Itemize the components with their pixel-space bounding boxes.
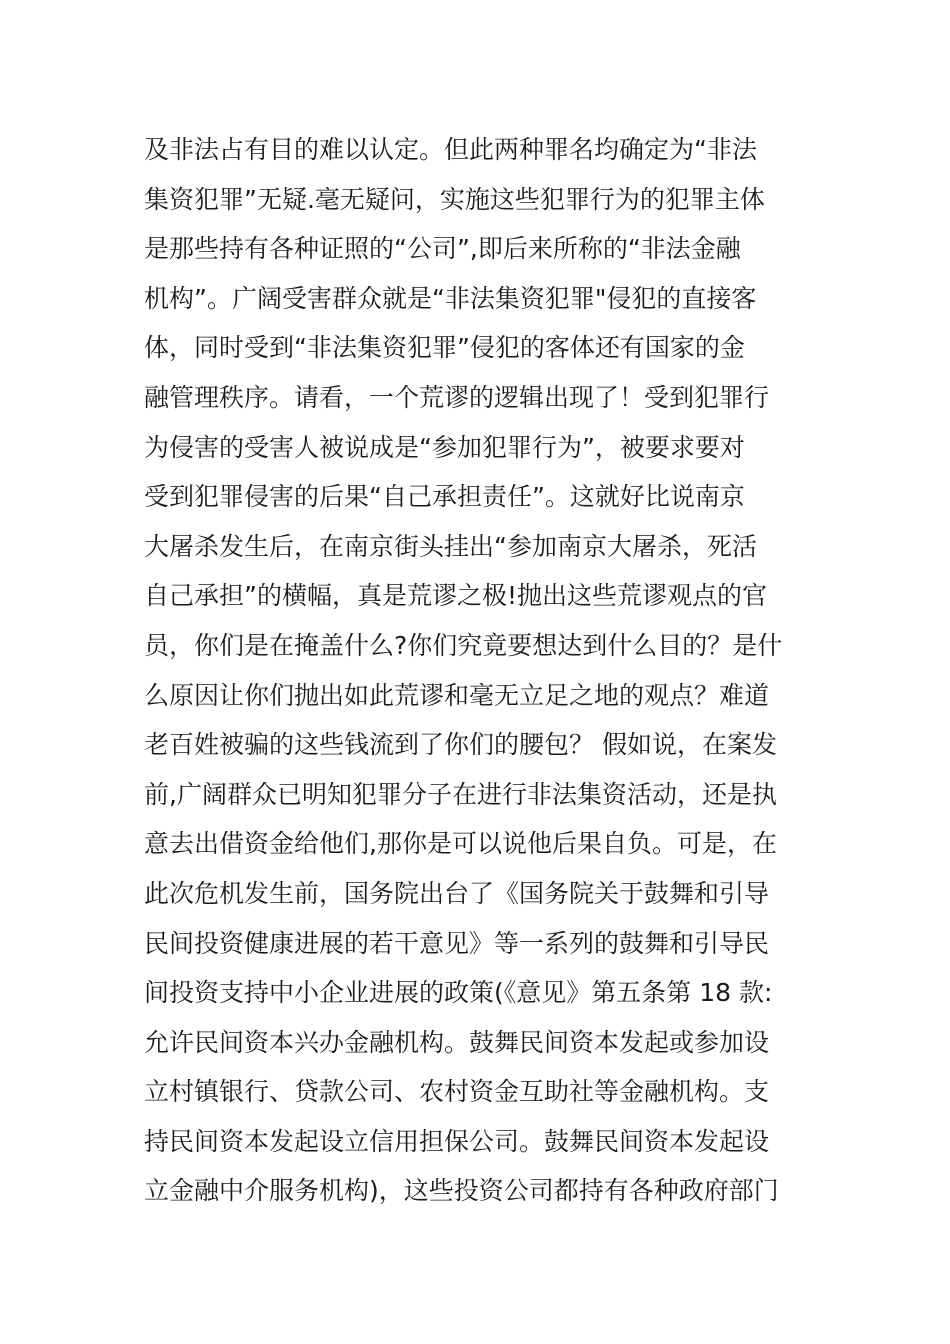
body-text: [144, 125, 824, 1216]
text-line: 民间投资健康进展的若干意见》等一系列的鼓舞和引导民: [144, 928, 770, 958]
text-line: 么原因让你们抛出如此荒谬和毫无立足之地的观点？难道: [144, 680, 770, 710]
text-line: 间投资支持中小企业进展的政策(《意见》第五条第 18 款:: [144, 978, 773, 1008]
text-line: 此次危机发生前，国务院出台了《国务院关于鼓舞和引导: [144, 878, 770, 908]
text-line: 受到犯罪侵害的后果“自己承担责任”。这就好比说南京: [144, 482, 745, 512]
text-line: 集资犯罪”无疑.毫无疑问，实施这些犯罪行为的犯罪主体: [144, 184, 765, 214]
text-line: 是那些持有各种证照的“公司”,即后来所称的“非法金融: [144, 234, 741, 264]
text-line: 老百姓被骗的这些钱流到了你们的腰包？ 假如说，在案发: [144, 730, 777, 760]
text-line: 员，你们是在掩盖什么?你们究竟要想达到什么目的？是什: [144, 630, 783, 660]
text-line: 意去出借资金给他们,那你是可以说他后果自负。可是，在: [144, 829, 777, 859]
text-line: 大屠杀发生后，在南京街头挂出“参加南京大屠杀，死活: [144, 531, 757, 561]
text-line: 为侵害的受害人被说成是“参加犯罪行为”，被要求要对: [144, 432, 745, 462]
text-line: 机构”。广阔受害群众就是“非法集资犯罪"侵犯的直接客: [144, 283, 757, 313]
text-line: 自己承担”的横幅，真是荒谬之极!抛出这些荒谬观点的官: [144, 581, 767, 611]
text-line: 允许民间资本兴办金融机构。鼓舞民间资本发起或参加设: [144, 1027, 770, 1057]
text-line: 融管理秩序。请看，一个荒谬的逻辑出现了！受到犯罪行: [144, 382, 770, 412]
text-line: 及非法占有目的难以认定。但此两种罪名均确定为“非法: [144, 135, 757, 164]
text-line: 持民间资本发起设立信用担保公司。鼓舞民间资本发起设: [144, 1126, 770, 1156]
text-line: 体，同时受到“非法集资犯罪”侵犯的客体还有国家的金: [144, 333, 745, 363]
text-line: 立村镇银行、贷款公司、农村资金互助社等金融机构。支: [144, 1077, 770, 1107]
text-line: 前,广阔群众已明知犯罪分子在进行非法集资活动，还是执: [144, 779, 777, 809]
text-line: 立金融中介服务机构)，这些投资公司都持有各种政府部门: [144, 1176, 779, 1206]
